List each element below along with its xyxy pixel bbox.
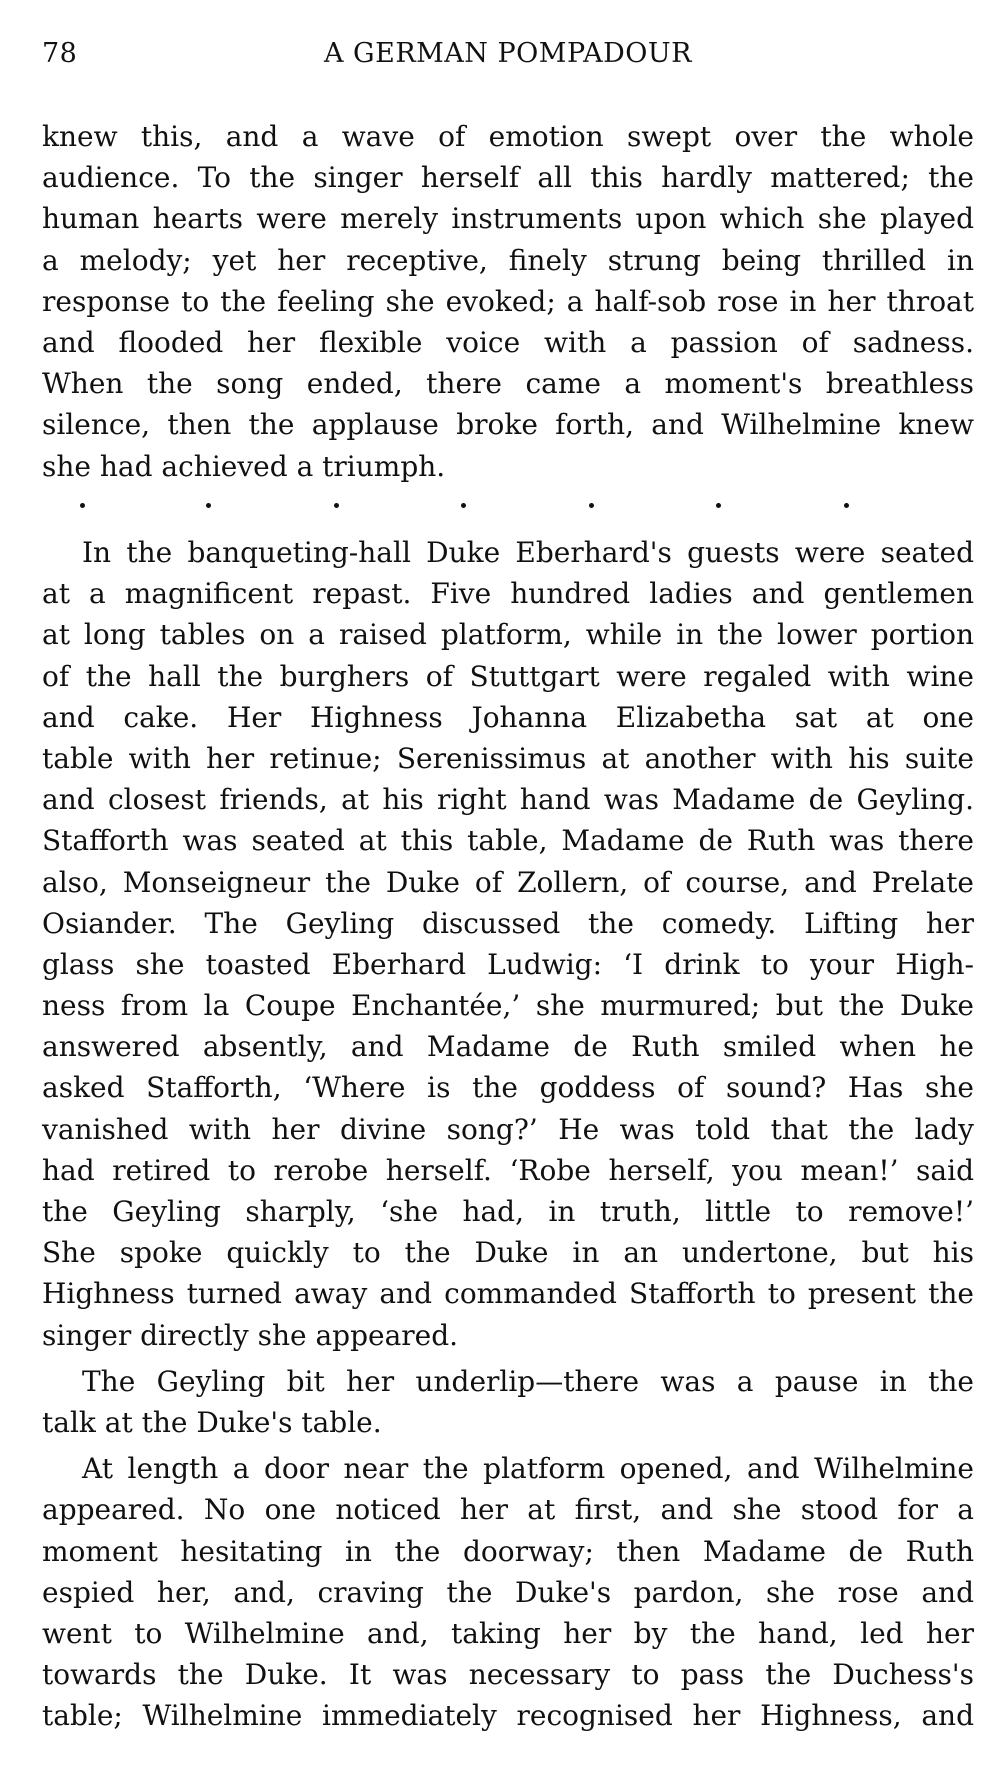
text-line: Highness turned away and commanded Stafforth to present the <box>42 1277 974 1311</box>
text-line: and closest friends, at his right hand was Madame de Geyling. <box>42 783 974 817</box>
text-line: She spoke quickly to the Duke in an undertone, but his <box>42 1236 974 1270</box>
section-break-dot <box>716 503 721 508</box>
text-line: a melody; yet her receptive, finely strung being thrilled in <box>42 243 974 277</box>
paragraph-4 <box>42 1448 974 1736</box>
section-break-dot <box>334 503 339 508</box>
text-line: and flooded her flexible voice with a passion of sadness. <box>42 325 974 359</box>
text-block-opening <box>42 116 974 487</box>
text-line: talk at the Duke's table. <box>42 1405 382 1439</box>
paragraph-2 <box>42 532 974 1356</box>
text-line: The Geyling bit her underlip—there was a pause in the <box>82 1364 974 1398</box>
text-line: ness from la Coupe Enchantée,’ she murmured; but the Duke <box>42 989 974 1023</box>
text-line: In the banqueting-hall Duke Eberhard's guests were seated <box>82 536 974 569</box>
text-line: Osiander. The Geyling discussed the comedy. Lifting her <box>42 906 974 940</box>
text-line: table with her retinue; Serenissimus at another with his suite <box>42 741 974 775</box>
text-line: At length a door near the platform opened, and Wilhelmine <box>82 1452 974 1486</box>
text-line: audience. To the singer herself all this hardly mattered; the <box>42 161 974 195</box>
text-line: towards the Duke. It was necessary to pass the Duchess's <box>42 1658 974 1692</box>
text-line: went to Wilhelmine and, taking her by the hand, led her <box>42 1616 974 1650</box>
text-line: she had achieved a triumph. <box>42 449 446 483</box>
text-block-banquet <box>42 532 974 1736</box>
text-line: asked Stafforth, ‘Where is the goddess of sound? Has she <box>42 1071 974 1105</box>
text-line: also, Monseigneur the Duke of Zollern, of course, and Prelate <box>42 865 974 899</box>
section-break-dot <box>461 503 466 508</box>
text-line: singer directly she appeared. <box>42 1318 459 1352</box>
text-line: at a magnificent repast. Five hundred ladies and gentlemen <box>42 577 974 611</box>
section-break-dot <box>844 503 849 508</box>
page-number: 78 <box>42 38 78 69</box>
section-break-dots <box>80 503 900 519</box>
text-line: moment hesitating in the doorway; then Madame de Ruth <box>42 1534 974 1568</box>
section-break-dot <box>589 503 594 508</box>
text-line: response to the feeling she evoked; a half-sob rose in her throat <box>42 284 974 318</box>
text-line: vanished with her divine song?’ He was told that the lady <box>42 1112 974 1146</box>
running-title: A GERMAN POMPADOUR <box>323 38 693 69</box>
paragraph-3 <box>42 1361 974 1443</box>
text-line: knew this, and a wave of emotion swept over the whole <box>42 120 974 153</box>
section-break-dot <box>80 503 85 508</box>
text-line: When the song ended, there came a moment's breathless <box>42 367 974 401</box>
text-line: appeared. No one noticed her at first, and she stood for a <box>42 1493 974 1527</box>
text-line: Stafforth was seated at this table, Madame de Ruth was there <box>42 824 974 858</box>
text-line: espied her, and, craving the Duke's pardon, she rose and <box>42 1575 974 1609</box>
paragraph-1 <box>42 116 974 487</box>
text-line: of the hall the burghers of Stuttgart were regaled with wine <box>42 659 974 693</box>
text-line: and cake. Her Highness Johanna Elizabetha sat at one <box>42 700 974 734</box>
text-line: glass she toasted Eberhard Ludwig: ‘I drink to your High- <box>42 947 974 981</box>
text-line: human hearts were merely instruments upon which she played <box>42 202 974 236</box>
page-header <box>42 38 974 78</box>
section-break-dot <box>206 503 211 508</box>
text-line: at long tables on a raised platform, while in the lower portion <box>42 618 974 652</box>
text-line: the Geyling sharply, ‘she had, in truth, little to remove!’ <box>42 1195 974 1228</box>
text-line: answered absently, and Madame de Ruth smiled when he <box>42 1030 974 1064</box>
text-line: table; Wilhelmine immediately recognised her Highness, and <box>42 1699 974 1733</box>
text-line: had retired to rerobe herself. ‘Robe herself, you mean!’ said <box>42 1153 974 1187</box>
text-line: silence, then the applause broke forth, and Wilhelmine knew <box>42 408 974 442</box>
